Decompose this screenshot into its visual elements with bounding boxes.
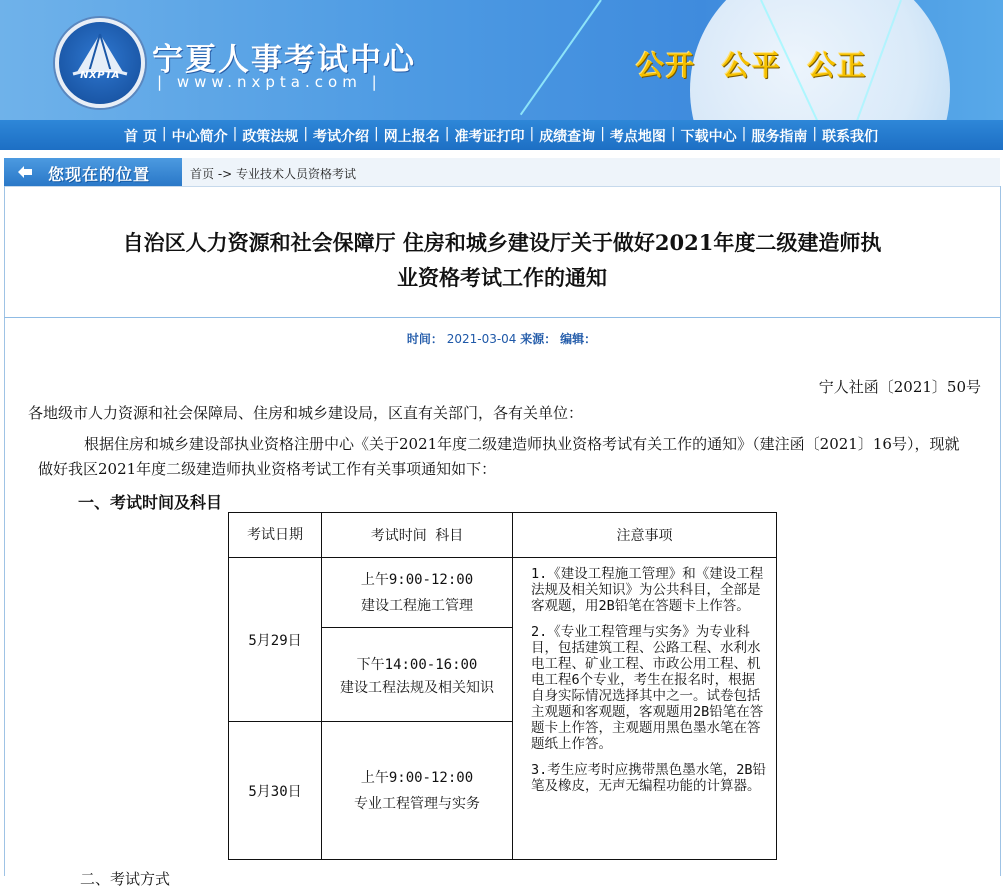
note-item: 1.《建设工程施工管理》和《建设工程法规及相关知识》为公共科目，全部是客观题，用2B铅笔在答题卡上作答。 [531, 566, 764, 614]
exam-session [322, 722, 513, 860]
pyramid-icon [59, 22, 141, 104]
exam-date: 5月30日 [229, 722, 322, 860]
nav-item-policies[interactable]: 政策法规 [242, 129, 299, 145]
section-heading: 二、考试方式 [80, 870, 171, 888]
nav-item-scores[interactable]: 成绩查询 [539, 129, 596, 145]
nav-item-contact[interactable]: 联系我们 [822, 129, 879, 145]
exam-schedule-table [228, 512, 777, 860]
exam-notes [513, 558, 777, 860]
note-item: 3.考生应考时应携带黑色墨水笔，2B铅笔及橡皮，无声无编程功能的计算器。 [531, 762, 767, 794]
meta-editor-label: 编辑： [560, 332, 597, 346]
site-logo[interactable] [55, 18, 145, 108]
document-number: 宁人社函〔2021〕50号 [818, 378, 981, 396]
nav-item-venue-map[interactable]: 考点地图 [609, 129, 666, 145]
session-time: 上午9:00-12:00 [360, 769, 474, 786]
location-bar [4, 158, 1000, 187]
nav-item-about[interactable]: 中心简介 [171, 129, 228, 145]
nav-separator: | [303, 126, 309, 142]
table-header: 注意事项 [513, 513, 777, 558]
article-title [60, 225, 944, 295]
nav-separator: | [444, 126, 450, 142]
nav-separator: | [374, 126, 379, 142]
main-nav [0, 120, 1003, 150]
meta-source-label: 来源： [520, 332, 557, 346]
nav-separator: | [232, 126, 238, 142]
nav-item-service-guide[interactable]: 服务指南 [751, 129, 808, 145]
session-subject: 专业工程管理与实务 [354, 795, 480, 812]
nav-item-registration[interactable]: 网上报名 [383, 129, 440, 145]
exam-session [322, 558, 513, 628]
session-time: 上午9:00-12:00 [360, 571, 474, 588]
article-title-line: 业资格考试工作的通知 [397, 265, 607, 290]
section-heading: 一、考试时间及科目 [78, 493, 223, 512]
note-item: 2.《专业工程管理与实务》为专业科目，包括建筑工程、公路工程、水利水电工程、矿业工程、市政公用工程、机电工程6个专业，考生在报名时，根据自身实际情况选择其中之一。试卷包括主观题和客观题，客观题用2B铅笔在答题卡上作答，主观题用黑色墨水笔在答题纸上作答。 [531, 624, 764, 752]
nav-item-downloads[interactable]: 下载中心 [680, 129, 737, 145]
site-name: 宁夏人事考试中心 [152, 42, 416, 78]
article-title-line: 自治区人力资源和社会保障厅 住房和城乡建设厅关于做好2021年度二级建造师执 [122, 230, 882, 255]
intro-paragraph: 根据住房和城乡建设部执业资格注册中心《关于2021年度二级建造师执业资格考试有关工作的通知》（建注函〔2021〕16号），现就做好我区2021年度二级建造师执业资格考试工作有关事项通知如下： [38, 435, 960, 478]
nav-separator: | [741, 126, 747, 142]
logo-abbreviation: NXPTA [80, 70, 120, 81]
nav-separator: | [529, 126, 535, 142]
slogan: 公开 公平 公正 [636, 49, 868, 82]
header-date: 考试日期 [247, 526, 303, 543]
nav-separator: | [600, 126, 605, 142]
nav-item-home[interactable]: 首 页 [124, 129, 157, 145]
banner-light-line [520, 0, 602, 115]
title-divider [4, 317, 1000, 318]
addressee: 各地级市人力资源和社会保障局、住房和城乡建设局，区直有关部门，各有关单位： [28, 404, 584, 422]
table-header: 考试时间 科目 [322, 513, 513, 558]
location-arrow-icon [16, 164, 34, 180]
nav-separator: | [161, 126, 167, 142]
location-label: 您现在的位置 [48, 165, 151, 184]
location-label-tag [4, 158, 182, 186]
session-time: 下午14:00-16:00 [356, 656, 478, 673]
session-subject: 建设工程法规及相关知识 [340, 679, 494, 696]
site-url: | www.nxpta.com | [157, 73, 382, 91]
table-header [229, 513, 322, 558]
session-subject: 建设工程施工管理 [361, 597, 473, 614]
meta-time-label: 时间： [406, 332, 443, 346]
nav-separator: | [812, 126, 818, 142]
header-banner [0, 0, 1003, 120]
exam-date: 5月29日 [229, 558, 322, 722]
article-meta [0, 330, 1003, 347]
nav-item-admission-ticket[interactable]: 准考证打印 [454, 129, 525, 145]
nav-item-exams[interactable]: 考试介绍 [313, 129, 370, 145]
meta-time: 2021-03-04 [446, 332, 517, 346]
nav-separator: | [670, 126, 676, 142]
exam-session [322, 628, 513, 722]
breadcrumb[interactable]: 首页 -> 专业技术人员资格考试 [190, 167, 357, 181]
